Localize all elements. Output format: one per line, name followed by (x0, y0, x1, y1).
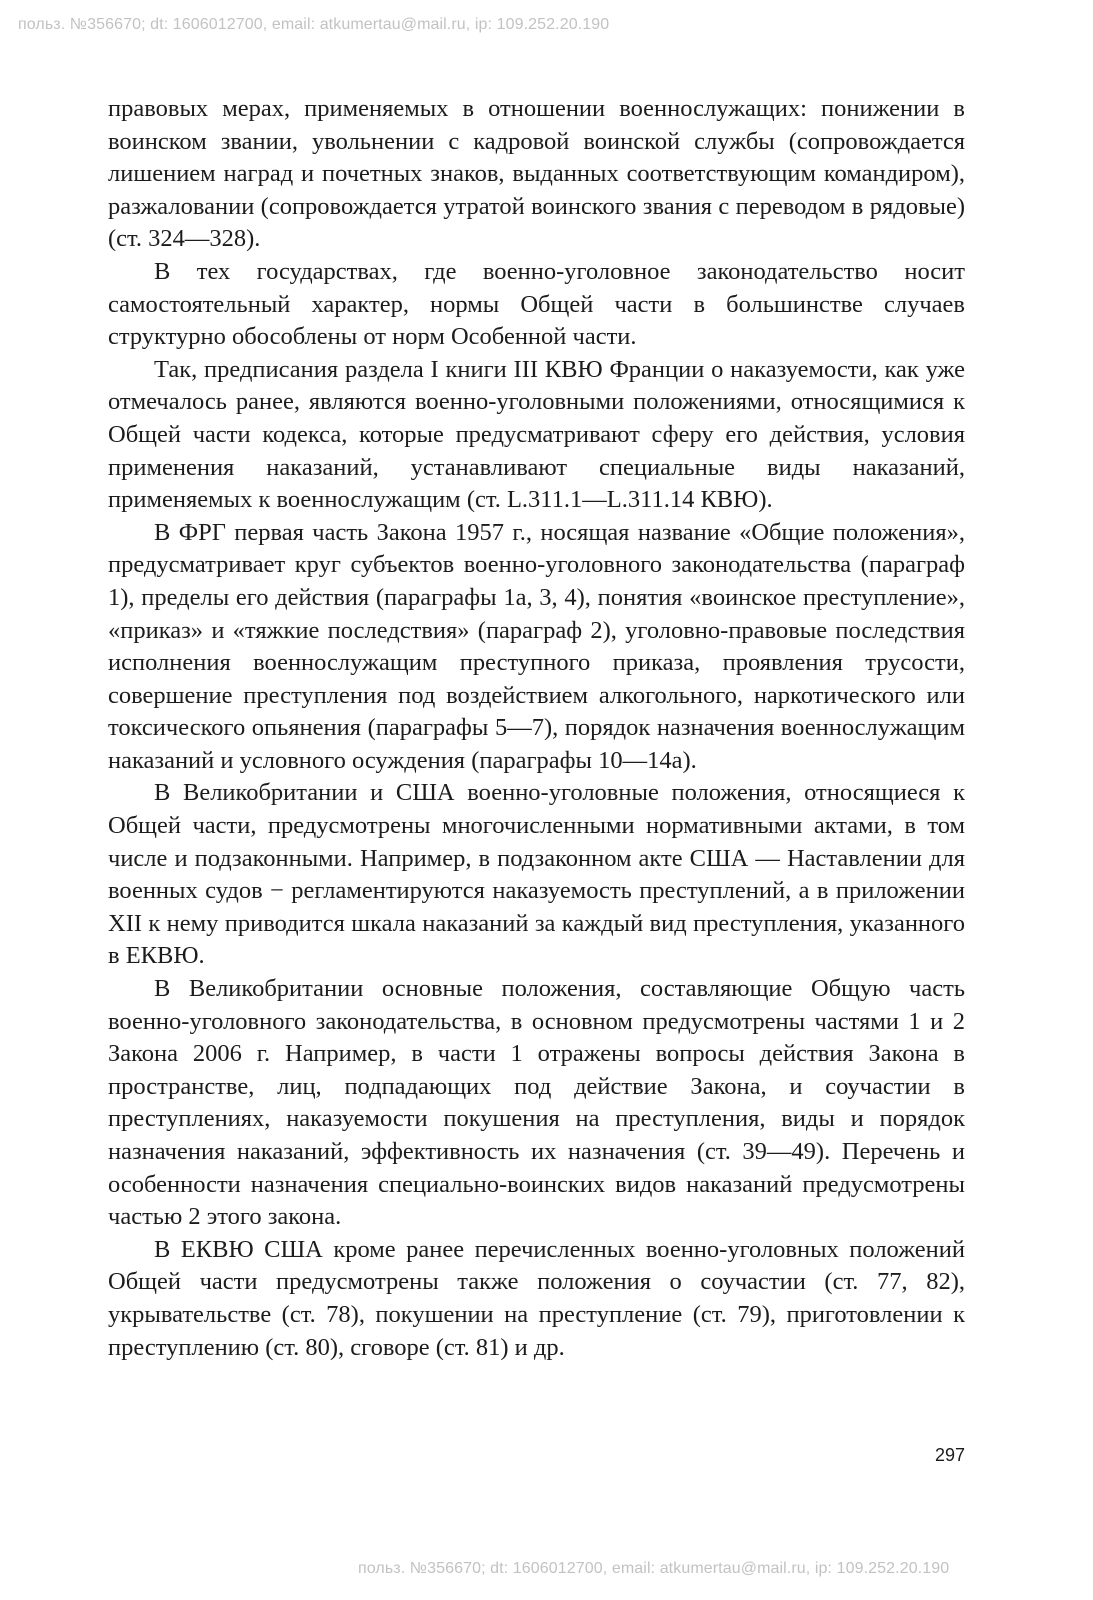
page-number: 297 (934, 1445, 965, 1465)
paragraph-4: В ФРГ первая часть Закона 1957 г., носящая название «Общие положения», предусматривает круг субъектов военно-уголовного законодательства (параграф 1), пределы его действия (параграфы 1а, 3, 4), понятия «воинское преступление», «приказ» и «тяжкие последствия» (параграф 2), уголовно-правовые последствия исполнения военнослужащим преступного приказа, проявления трусости, совершение преступления под воздействием алкогольного, наркотического или токсического опьянения (параграфы 5—7), порядок назначения военнослужащим наказаний и условного осуждения (параграфы 10—14а). (108, 518, 965, 774)
paragraph-6: В Великобритании основные положения, составляющие Общую часть военно-уголовного законодательства, в основном предусмотрены частями 1 и 2 Закона 2006 г. Например, в части 1 отражены вопросы действия Закона в пространстве, лиц, подпадающих под действие Закона, и соучастии в преступлениях, наказуемости покушения на преступления, виды и порядок назначения наказаний, эффективность их назначения (ст. 39—49). Перечень и особенности назначения специально-воинских видов наказаний предусмотрены частью 2 этого закона. (108, 975, 965, 1231)
paragraph-3: Так, предписания раздела I книги III КВЮ Франции о наказуемости, как уже отмечалось ранее, являются военно-уголовными положениями, относящимися к Общей части кодекса, которые предусматривают сферу его действия, условия применения наказаний, устанавливают специальные виды наказаний, применяемых к военнослужащим (ст. L.311.1—L.311.14 КВЮ). (108, 355, 965, 514)
paragraph-2: В тех государствах, где военно-уголовное законодательство носит самостоятельный характер, нормы Общей части в большинстве случаев структурно обособлены от норм Особенной части. (108, 257, 965, 351)
paragraph-5: В Великобритании и США военно-уголовные положения, относящиеся к Общей части, предусмотрены многочисленными нормативными актами, в том числе и подзаконными. Например, в подзаконном акте США — Наставлении для военных судов − регламентируются наказуемость преступлений, а в приложении XII к нему приводится шкала наказаний за каждый вид преступления, указанного в ЕКВЮ. (108, 779, 965, 970)
paragraph-7: В ЕКВЮ США кроме ранее перечисленных военно-уголовных положений Общей части предусмотрены также положения о соучастии (ст. 77, 82), укрывательстве (ст. 78), покушении на преступление (ст. 79), приготовлении к преступлению (ст. 80), сговоре (ст. 81) и др. (108, 1235, 965, 1361)
paragraph-1: правовых мерах, применяемых в отношении военнослужащих: понижении в воинском звании, увольнении с кадровой воинской службы (сопровождается лишением наград и почетных знаков, выданных соответствующим командиром), разжаловании (сопровождается утратой воинского звания с переводом в рядовые) (ст. 324—328). (108, 95, 965, 253)
watermark-top: польз. №356670; dt: 1606012700, email: atkumertau@mail.ru, ip: 109.252.20.190 (18, 16, 610, 33)
page-body-text (108, 93, 965, 1364)
watermark-bottom: польз. №356670; dt: 1606012700, email: atkumertau@mail.ru, ip: 109.252.20.190 (358, 1560, 950, 1577)
